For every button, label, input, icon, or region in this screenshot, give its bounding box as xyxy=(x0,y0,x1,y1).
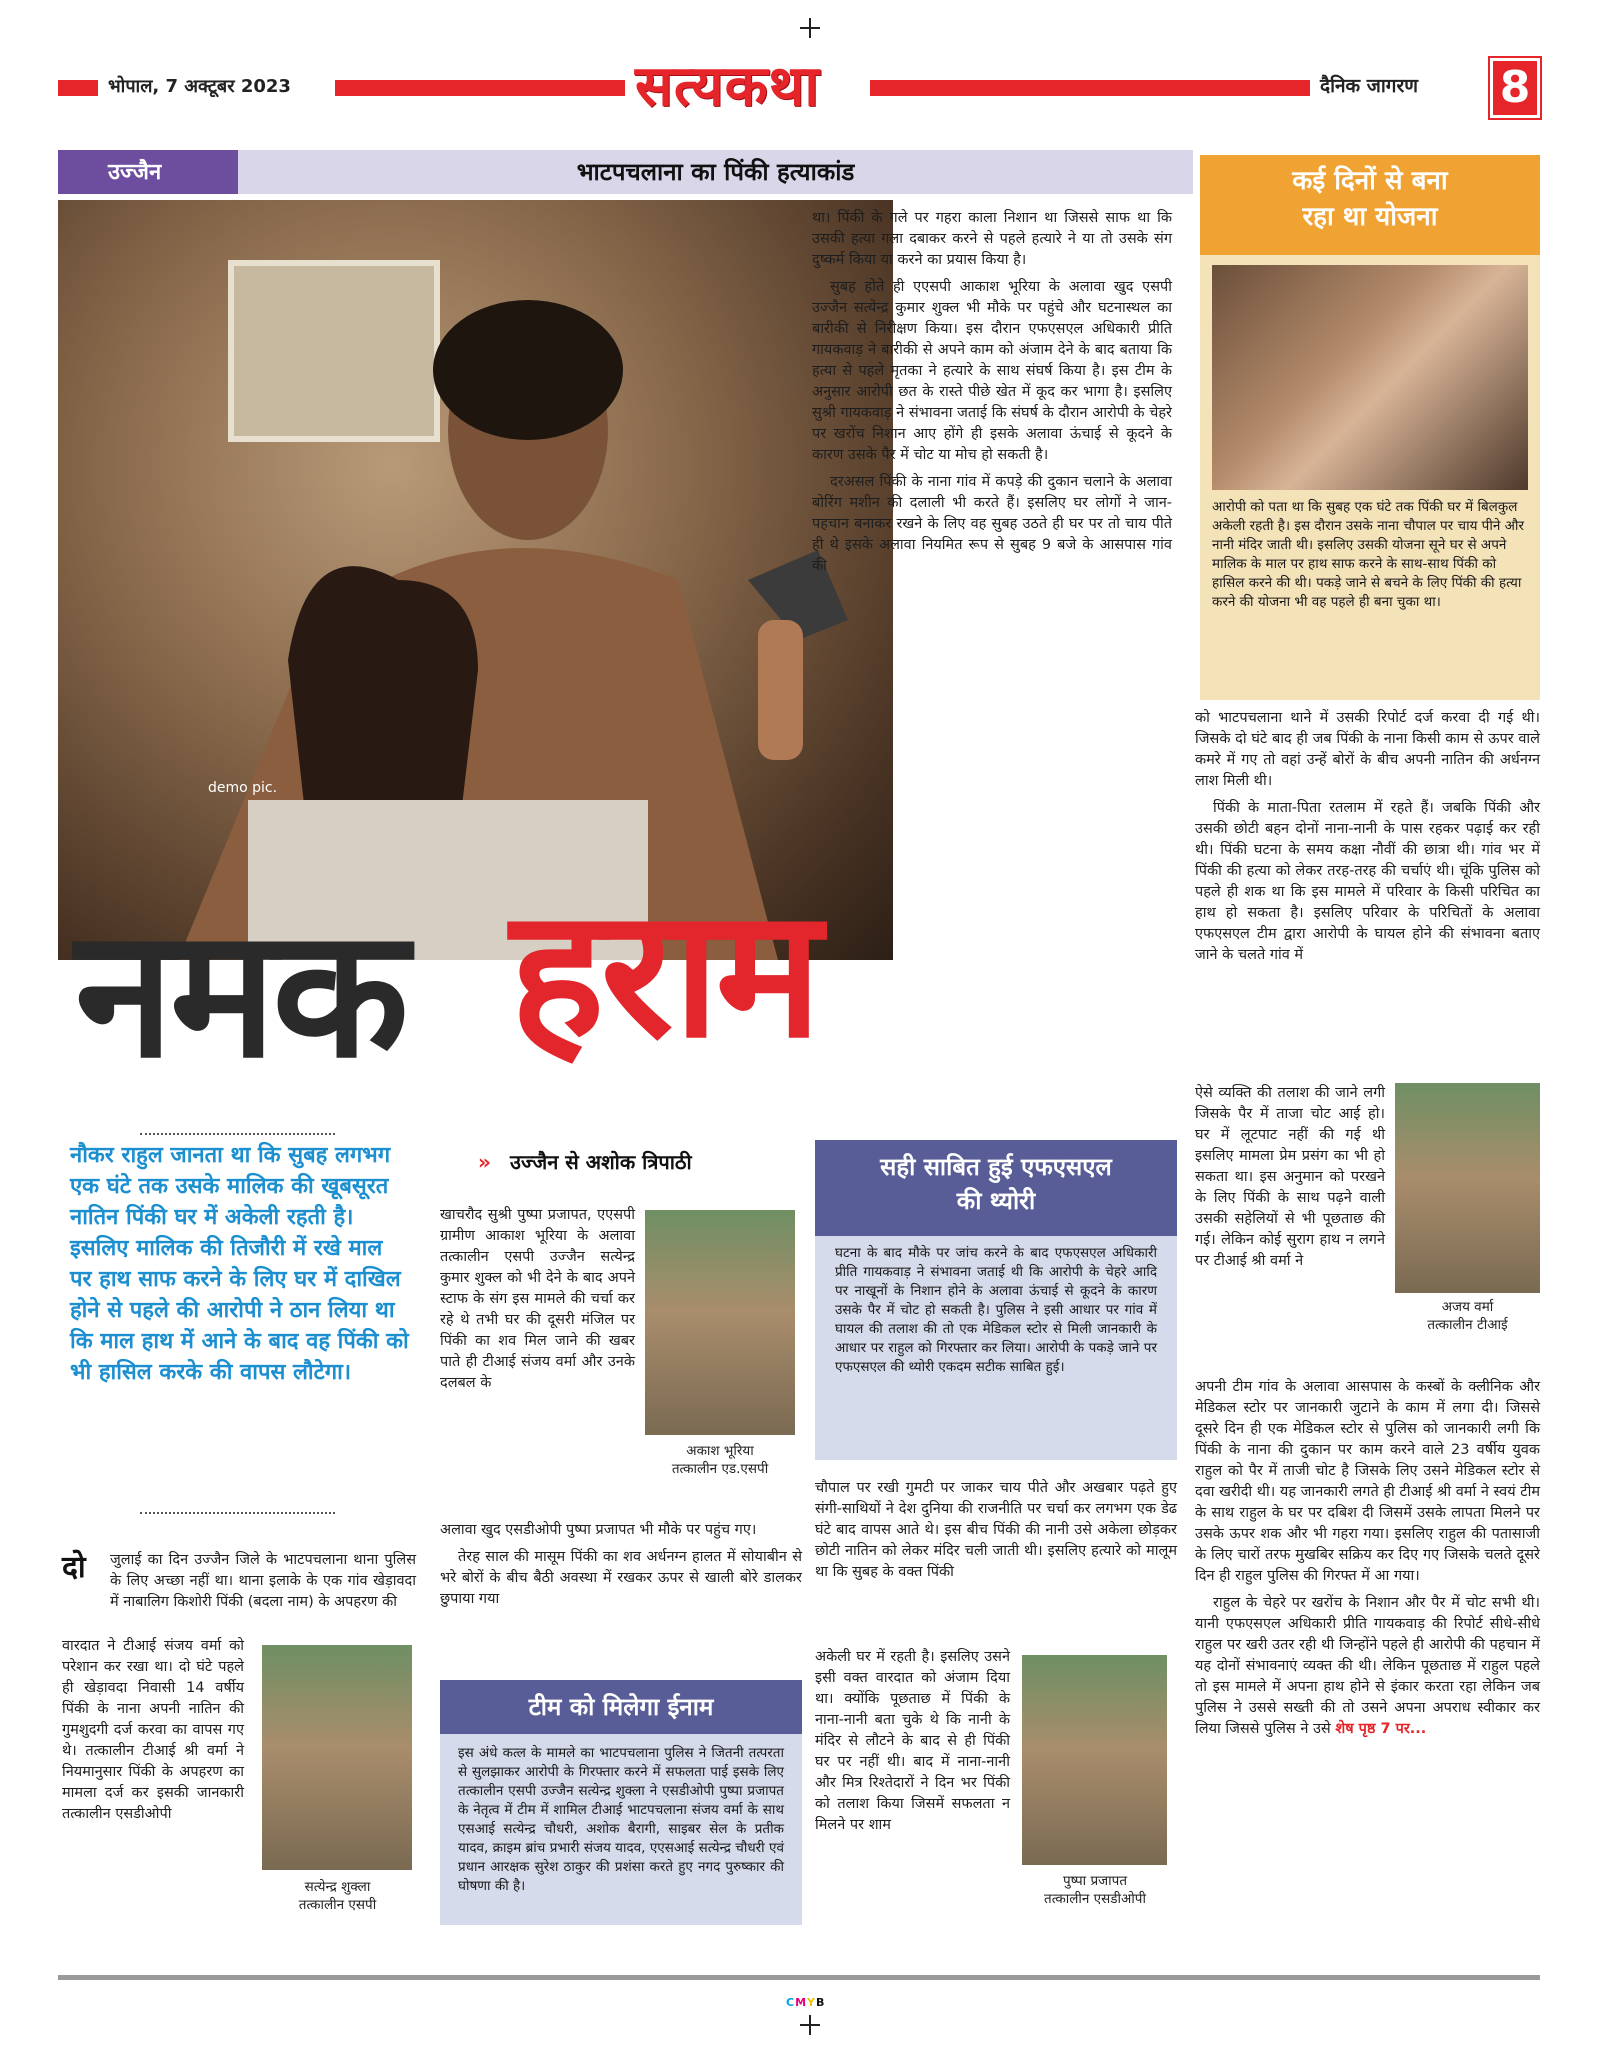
headline-namak: नमक xyxy=(75,890,405,1097)
city-tag: उज्जैन xyxy=(58,150,238,194)
paragraph: जुलाई का दिन उज्जैन जिले के भाटपचलाना थाना पुलिस के लिए अच्छा नहीं था। थाना इलाके के एक गांव खेड़ावदा में नाबालिग किशोरी पिंकी (बदला नाम) के अपहरण की xyxy=(110,1552,416,1610)
article-intro xyxy=(110,1550,416,1613)
registration-cross-icon xyxy=(800,18,820,38)
header-accent-bar xyxy=(58,80,98,96)
caption-name: अजय वर्मा xyxy=(1441,1299,1494,1315)
photo-akash-bhuria xyxy=(645,1210,795,1435)
caption-title: तत्कालीन टीआई xyxy=(1427,1317,1508,1333)
plan-box-caption: आरोपी को पता था कि सुबह एक घंटे तक पिंकी घर में बिलकुल अकेली रहती है। इस दौरान उसके नाना चौपाल पर चाय पीने और नानी मंदिर जाती थी। इसलिए उसकी योजना सूने घर से अपने मालिक के माल पर हाथ साफ करने के साथ-साथ पिंकी को हासिल करने की थी। पकड़े जाने से बचने के लिए पिंकी की हत्या करने की योजना भी वह पहले ही बना चुका था। xyxy=(1212,499,1524,610)
continued-link[interactable]: शेष पृष्ठ 7 पर... xyxy=(1335,1721,1427,1737)
paragraph: तेरह साल की मासूम पिंकी का शव अर्धनग्न हालत में सोयाबीन से भरे बोरों के बीच बैठी अवस्था में रखकर ऊपर से खाली बोरे डालकर छुपाया गया xyxy=(440,1549,802,1607)
topic-bar: भाटपचलाना का पिंकी हत्याकांड xyxy=(238,150,1193,194)
caption-name: सत्येन्द्र शुक्ला xyxy=(304,1879,371,1895)
plan-box-photo xyxy=(1212,265,1528,490)
reward-box xyxy=(440,1680,802,1925)
fsl-box-text: घटना के बाद मौके पर जांच करने के बाद एफएसएल अधिकारी प्रीति गायकवाड़ ने संभावना जताई थी कि आरोपी के चेहरे आदि पर नाखूनों के निशान होने के अलावा ऊंचाई से कूदने के कारण उसके पैर में चोट हो सकती है। पुलिस ने इसी आधार पर गांव में घायल की तलाश की तो एक मेडिकल स्टोर से मिली जानकारी के आधार पर राहुल को गिरफ्तार कर लिया। आरोपी के पकड़े जाने पर एफएसएल की थ्योरी एकदम सटीक साबित हुई। xyxy=(835,1245,1157,1375)
caption-title: तत्कालीन एसपी xyxy=(298,1897,377,1913)
demo-pic-label: demo pic. xyxy=(208,780,278,796)
paragraph: दरअसल पिंकी के नाना गांव में कपड़े की दुकान चलाने के अलावा बोरिंग मशीन की दलाली भी करते हैं। इसलिए घर लोगों ने जान-पहचान बनाकर रखने के लिए वह सुबह उठते ही घर पर तो चाय पीते ही थे इसके अलावा नियमित रूप से सुबह 9 बजे के आसपास गांव की xyxy=(812,474,1172,574)
paper-name: दैनिक जागरण xyxy=(1320,75,1418,97)
caption-name: अकाश भूरिया xyxy=(686,1443,754,1459)
paragraph: पिंकी के माता-पिता रतलाम में रहते हैं। जबकि पिंकी और उसकी छोटी बहन दोनों नाना-नानी के पास रहकर पढ़ाई कर रही थी। पिंकी घटना के समय कक्षा नौवीं की छात्रा थी। गांव भर में पिंकी की हत्या को लेकर तरह-तरह की चर्चाएं थी। चूंकि पुलिस को पहले ही शक था कि इस मामले में परिवार के किसी परिचित का हाथ हो सकता है। इसलिए परिवार के परिचितों के अलावा एफएसएल टीम द्वारा आरोपी के घायल होने की संभावना बताए जाने के चलते गांव में xyxy=(1195,800,1540,963)
paragraph: अकेली घर में रहती है। इसलिए उसने इसी वक्त वारदात को अंजाम दिया था। क्योंकि पूछताछ में पिंकी के नाना-नानी बता चुके थे कि नानी के मंदिर से लौटने के बाद से ही पिंकी घर पर नहीं थी। बाद में नाना-नानी और मित्र रिश्तेदारों ने दिन भर पिंकी को तलाश किया जिसमें सफलता न मिलने पर शाम xyxy=(815,1649,1010,1833)
byline: उज्जैन से अशोक त्रिपाठी xyxy=(510,1150,692,1174)
photo-caption-prajapat xyxy=(1015,1872,1175,1908)
paragraph: अलावा खुद एसडीओपी पुष्पा प्रजापत भी मौके पर पहुंच गए। xyxy=(440,1522,757,1538)
paragraph: को भाटपचलाना थाने में उसकी रिपोर्ट दर्ज करवा दी गई थी। जिसके दो घंटे बाद ही जब पिंकी के नाना किसी काम से ऊपर वाले कमरे में गए तो वहां उन्हें बोरों के बीच अपनी नातिन की अर्धनग्न लाश मिली थी। xyxy=(1195,710,1540,789)
paragraph-text: राहुल के चेहरे पर खरोंच के निशान और पैर में चोट सभी थी। यानी एफएसएल अधिकारी प्रीति गायकवाड़ की रिपोर्ट सीधे-सीधे राहुल पर खरी उतर रही थी जिन्होंने पहले ही आरोपी की पहचान में यह दोनों संभावनाएं व्यक्त की थी। लेकिन पूछताछ में राहुल पहले तो इस मामले में अपना हाथ होने से इंकार करता रहा लेकिन जब पुलिस ने उससे सख्ती की तो उसने अपना अपराध स्वीकार कर लिया जिससे पुलिस ने उसे xyxy=(1195,1595,1540,1737)
article-column-right-narrow xyxy=(1195,1083,1385,1272)
reward-box-heading: टीम को मिलेगा ईनाम xyxy=(440,1680,802,1734)
pull-quote: नौकर राहुल जानता था कि सुबह लगभग एक घंटे तक उसके मालिक की खूबसूरत नातिन पिंकी घर में अकेली रहती है। इसलिए मालिक की तिजौरी में रखे माल पर हाथ साफ करने के लिए घर में दाखिल होने से पहले की आरोपी ने ठान लिया था कि माल हाथ में आने के बाद वह पिंकी को भी हासिल करके की वापस लौटेगा। xyxy=(70,1143,409,1385)
paragraph xyxy=(1195,1593,1540,1740)
paragraph: चौपाल पर रखी गुमटी पर जाकर चाय पीते और अखबार पढ़ते हुए संगी-साथियों ने देश दुनिया की राजनीति पर चर्चा कर लगभग एक डेढ घंटे बाद वापस आते थे। इस बीच पिंकी की नानी उसे अकेला छोड़कर छोटी नातिन को लेकर मंदिर चली जाती थी। इसलिए हत्यारे को मालूम था कि सुबह के वक्त पिंकी xyxy=(815,1480,1177,1580)
article-column-left-narrow xyxy=(62,1636,244,1825)
article-column-center-lower xyxy=(815,1478,1177,1583)
fsl-heading-line2: की थ्योरी xyxy=(956,1187,1036,1215)
caption-name: पुष्पा प्रजापत xyxy=(1062,1873,1128,1889)
byline-arrow-icon: » xyxy=(478,1150,491,1174)
article-column-center-narrow xyxy=(815,1647,1010,1836)
photo-ajay-verma xyxy=(1395,1083,1540,1293)
bottom-rule xyxy=(58,1975,1540,1980)
hero-figures xyxy=(58,200,893,960)
article-column-right-bottom xyxy=(1195,1377,1540,1740)
section-title: सत्यकथा xyxy=(635,54,820,119)
plan-heading-line1: कई दिनों से बना xyxy=(1292,166,1448,196)
dropcap: दो xyxy=(62,1550,86,1585)
plan-box-heading xyxy=(1200,155,1540,255)
paragraph: ऐसे व्यक्ति की तलाश की जाने लगी जिसके पैर में ताजा चोट आई हो। घर में लूटपाट नहीं की गई थी इसलिए मामला प्रेम प्रसंग का भी हो सकता था। इस अनुमान को परखने के लिए पिंकी के साथ पढ़ने वाली उसकी सहेलियों से भी पूछताछ की गई। लेकिन कोई सुराग हाथ न लगने पर टीआई श्री वर्मा ने xyxy=(1195,1085,1385,1269)
paragraph: खाचरौद सुश्री पुष्पा प्रजापत, एएसपी ग्रामीण आकाश भूरिया के अलावा तत्कालीन एसपी उज्जैन सत्येन्द्र कुमार शुक्ल को भी देने के बाद अपने स्टाफ के संग इस मामले की चर्चा कर रहे थे तभी घर की दूसरी मंजिल पर पिंकी का शव मिल जाने की खबर पाते ही टीआई संजय वर्मा और उनके दलबल के xyxy=(440,1207,635,1391)
paragraph: था। पिंकी के गले पर गहरा काला निशान था जिससे साफ था कि उसकी हत्या गला दबाकर करने से पहले हत्यारे ने या तो उसके संग दुष्कर्म किया या करने का प्रयास किया है। xyxy=(812,210,1172,268)
color-marks: CMYB xyxy=(786,1996,826,2009)
photo-caption-verma xyxy=(1395,1298,1540,1334)
article-column-mid-narrow xyxy=(440,1205,635,1394)
header-date: भोपाल, 7 अक्टूबर 2023 xyxy=(108,76,291,97)
photo-caption-shukla xyxy=(255,1878,420,1914)
photo-satyendra-shukla xyxy=(262,1645,412,1870)
header-rule-right xyxy=(870,80,1310,96)
fsl-heading-line1: सही साबित हुई एफएसएल xyxy=(880,1153,1112,1181)
article-column-right xyxy=(1195,708,1540,972)
hero-photo xyxy=(58,200,893,960)
reward-box-text: इस अंधे कत्ल के मामले का भाटपचलाना पुलिस ने जितनी तत्परता से सुलझाकर आरोपी के गिरफ्तार करने में सफलता पाई इसके लिए तत्कालीन एसपी उज्जैन सत्येन्द्र शुक्ला ने एसडीओपी पुष्पा प्रजापत के नेतृत्व में टीम में शामिल टीआई भाटपचलाना संजय वर्मा के साथ एसआई सत्येन्द्र चौधरी, अशोक बैरागी, साइबर सेल के प्रतीक यादव, क्राइम ब्रांच प्रभारी संजय यादव, एएसआई सत्येन्द्र चौधरी एवं प्रधान आरक्षक सुरेश ठाकुर की प्रशंसा करते हुए नगद पुरुष्कार की घोषणा की है। xyxy=(458,1745,784,1894)
plan-sidebar-box xyxy=(1200,155,1540,700)
pull-quote-rule-top xyxy=(140,1133,335,1135)
photo-caption-bhuria xyxy=(640,1442,800,1478)
pull-quote-rule-bottom xyxy=(140,1512,335,1514)
caption-title: तत्कालीन एसडीओपी xyxy=(1044,1891,1146,1907)
registration-cross-icon xyxy=(800,2015,820,2035)
paragraph: अपनी टीम गांव के अलावा आसपास के कस्बों के क्लीनिक और मेडिकल स्टोर पर जानकारी जुटाने के काम में लगा दी। जिससे दूसरे दिन ही एक मेडिकल स्टोर से पुलिस को जानकारी लगी कि पिंकी के नाना की दुकान पर काम करने वाले 23 वर्षीय युवक राहुल को पैर में ताजी चोट है जिसके लिए उसने मेडिकल स्टोर से दवा खरीदी थी। यह जानकारी लगते ही टीआई श्री वर्मा ने स्वयं टीम के साथ राहुल के घर पर दबिश दी जिसमें उसके लापता मिलने पर उसके ऊपर शक और भी गहरा गया। इसलिए राहुल की पतासाजी के लिए चारों तरफ मुखबिर सक्रिय कर दिए गए जिसके चलते दूसरे दिन ही राहुल पुलिस की गिरफ्त में आ गया। xyxy=(1195,1379,1540,1584)
paragraph: वारदात ने टीआई संजय वर्मा को परेशान कर रखा था। दो घंटे पहले ही खेड़ावदा निवासी 14 वर्षीय पिंकी के नाना अपनी नातिन की गुमशुदगी दर्ज करवा का वापस गए थे। तत्कालीन टीआई श्री वर्मा ने नियमानुसार पिंकी के अपहरण का मामला दर्ज कर इसकी जानकारी तत्कालीन एसडीओपी xyxy=(62,1638,244,1822)
article-column-top xyxy=(812,208,1172,583)
plan-heading-line2: रहा था योजना xyxy=(1302,202,1438,232)
header-rule-left xyxy=(335,80,625,96)
caption-title: तत्कालीन एड.एसपी xyxy=(671,1461,769,1477)
photo-pushpa-prajapat xyxy=(1022,1655,1167,1865)
article-column-mid-wide xyxy=(440,1520,802,1616)
headline-haram: हराम xyxy=(510,870,818,1077)
fsl-theory-box xyxy=(815,1140,1177,1460)
page-number: 8 xyxy=(1490,58,1540,118)
paragraph: सुबह होते ही एएसपी आकाश भूरिया के अलावा खुद एसपी उज्जैन सत्येन्द्र कुमार शुक्ल भी मौके पर पहुंचे और घटनास्थल का बारीकी से निरीक्षण किया। इस दौरान एफएसएल अधिकारी प्रीति गायकवाड़ ने बारीकी से अपने काम को अंजाम देने के बाद बताया कि हत्या से पहले मृतका ने हत्यारे के साथ संघर्ष किया है। इस टीम के अनुसार आरोपी छत के रास्ते पीछे खेत में कूद कर भागा है। इसलिए सुश्री गायकवाड़ ने संभावना जताई कि संघर्ष के दौरान आरोपी के चेहरे पर खरोंच निशान आए होंगे ही इसके अलावा ऊंचाई से कूदने के कारण उसके पैर में चोट या मोच हो सकती है। xyxy=(812,279,1172,463)
fsl-box-heading xyxy=(815,1140,1177,1236)
